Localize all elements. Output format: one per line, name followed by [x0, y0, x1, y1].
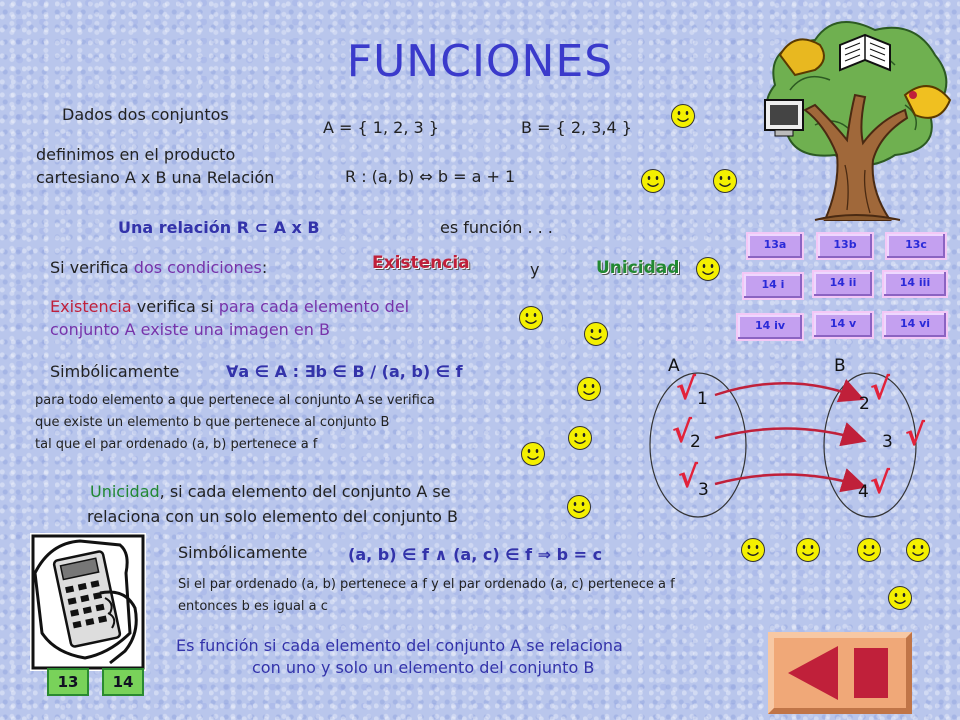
nav-button-14iii[interactable]: 14 iii: [882, 270, 948, 298]
unicidad-def-line2: relaciona con un solo elemento del conjunto B: [87, 507, 458, 526]
si-verifica-text: [50, 258, 267, 277]
definimos-line1: definimos en el producto: [36, 145, 236, 164]
y-text: y: [530, 260, 540, 279]
existencia-def-line1: [50, 297, 409, 316]
colon-label: :: [261, 258, 268, 277]
nav-button-14i[interactable]: 14 i: [742, 272, 804, 300]
check-icon: √: [870, 466, 891, 501]
existence-explanation-2: que existe un elemento b que pertenece al conjunto B: [35, 415, 390, 430]
conclusion-line1: Es función si cada elemento del conjunto A se relaciona: [176, 636, 623, 655]
codomain-element-4: 4: [858, 482, 869, 502]
smiley-icon[interactable]: [640, 168, 666, 194]
uniqueness-explanation-1: Si el par ordenado (a, b) pertenece a f y el par ordenado (a, c) pertenece a f: [178, 577, 675, 592]
nav-button-14v[interactable]: 14 v: [812, 311, 874, 339]
unicidad-tag: Unicidad: [596, 258, 680, 278]
smiley-icon[interactable]: [887, 585, 913, 611]
uniqueness-formula: (a, b) ∈ f ∧ (a, c) ∈ f ⇒ b = c: [348, 545, 603, 564]
check-icon: √: [870, 372, 891, 407]
smiley-icon[interactable]: [670, 103, 696, 129]
page-button-14[interactable]: 14: [102, 668, 144, 696]
smiley-icon[interactable]: [856, 537, 882, 563]
relation-text: R : (a, b) ⇔ b = a + 1: [345, 167, 516, 186]
check-icon: √: [905, 418, 926, 453]
smiley-icon[interactable]: [712, 168, 738, 194]
existence-formula: ∀a ∈ A : ∃b ∈ B / (a, b) ∈ f: [226, 362, 463, 381]
set-a-label: A: [668, 356, 680, 376]
verifica-si-text: verifica si: [136, 297, 214, 316]
set-b-label: B: [834, 356, 846, 376]
domain-element-2: 2: [690, 432, 701, 452]
existencia-word: Existencia: [50, 297, 132, 316]
smiley-icon[interactable]: [567, 425, 593, 451]
existencia-def-line2: conjunto A existe una imagen en B: [50, 320, 330, 339]
codomain-element-3: 3: [882, 432, 893, 452]
existence-explanation-1: para todo elemento a que pertenece al conjunto A se verifica: [35, 393, 435, 408]
existence-explanation-3: tal que el par ordenado (a, b) pertenece a f: [35, 437, 318, 452]
si-verifica-label: Si verifica: [50, 258, 129, 277]
existencia-tag: Existencia: [372, 253, 470, 273]
arrow-2-to-3: [715, 428, 862, 440]
definimos-line2: cartesiano A x B una Relación: [36, 168, 275, 187]
simbolicamente-label-1: Simbólicamente: [50, 362, 180, 381]
arrow-1-to-2: [715, 383, 860, 398]
check-icon: √: [678, 460, 699, 495]
nav-button-13a[interactable]: 13a: [746, 232, 804, 260]
smiley-icon[interactable]: [905, 537, 931, 563]
tree-clipart: [755, 15, 955, 225]
unicidad-line1-rest: , si cada elemento del conjunto A se: [159, 482, 451, 501]
set-b-text: B = { 2, 3,4 }: [521, 118, 632, 137]
nav-button-13c[interactable]: 13c: [885, 232, 947, 260]
smiley-icon[interactable]: [520, 441, 546, 467]
check-icon: √: [672, 415, 693, 450]
smiley-icon[interactable]: [695, 256, 721, 282]
simbolicamente-label-2: Simbólicamente: [178, 543, 308, 562]
smiley-icon[interactable]: [576, 376, 602, 402]
uniqueness-explanation-2: entonces b es igual a c: [178, 599, 328, 614]
unicidad-word: Unicidad: [90, 482, 160, 501]
codomain-element-2: 2: [859, 394, 870, 414]
nav-button-13b[interactable]: 13b: [816, 232, 874, 260]
dos-condiciones-label: dos condiciones: [133, 258, 262, 277]
unicidad-def-line1: [90, 482, 451, 501]
back-arrow-button[interactable]: [768, 632, 912, 714]
nav-button-14ii[interactable]: 14 ii: [812, 270, 874, 298]
conclusion-line2: con uno y solo un elemento del conjunto B: [252, 658, 595, 677]
calculator-clipart: [30, 533, 146, 671]
arrow-3-to-4: [715, 474, 862, 486]
stop-icon: [854, 648, 888, 698]
smiley-icon[interactable]: [566, 494, 592, 520]
smiley-icon[interactable]: [583, 321, 609, 347]
domain-element-1: 1: [697, 389, 708, 409]
nav-button-14iv[interactable]: 14 iv: [736, 313, 804, 341]
domain-element-3: 3: [698, 480, 709, 500]
smiley-icon[interactable]: [740, 537, 766, 563]
es-funcion-text: es función . . .: [440, 218, 553, 237]
page-button-13[interactable]: 13: [47, 668, 89, 696]
nav-button-14vi[interactable]: 14 vi: [882, 311, 948, 339]
set-a-text: A = { 1, 2, 3 }: [323, 118, 439, 137]
check-icon: √: [676, 372, 697, 407]
page-title: FUNCIONES: [346, 36, 614, 87]
para-cada-text: para cada elemento del: [218, 297, 410, 316]
relacion-subset-text: Una relación R ⊂ A x B: [118, 218, 320, 237]
dados-text: Dados dos conjuntos: [62, 105, 229, 124]
smiley-icon[interactable]: [795, 537, 821, 563]
smiley-icon[interactable]: [518, 305, 544, 331]
